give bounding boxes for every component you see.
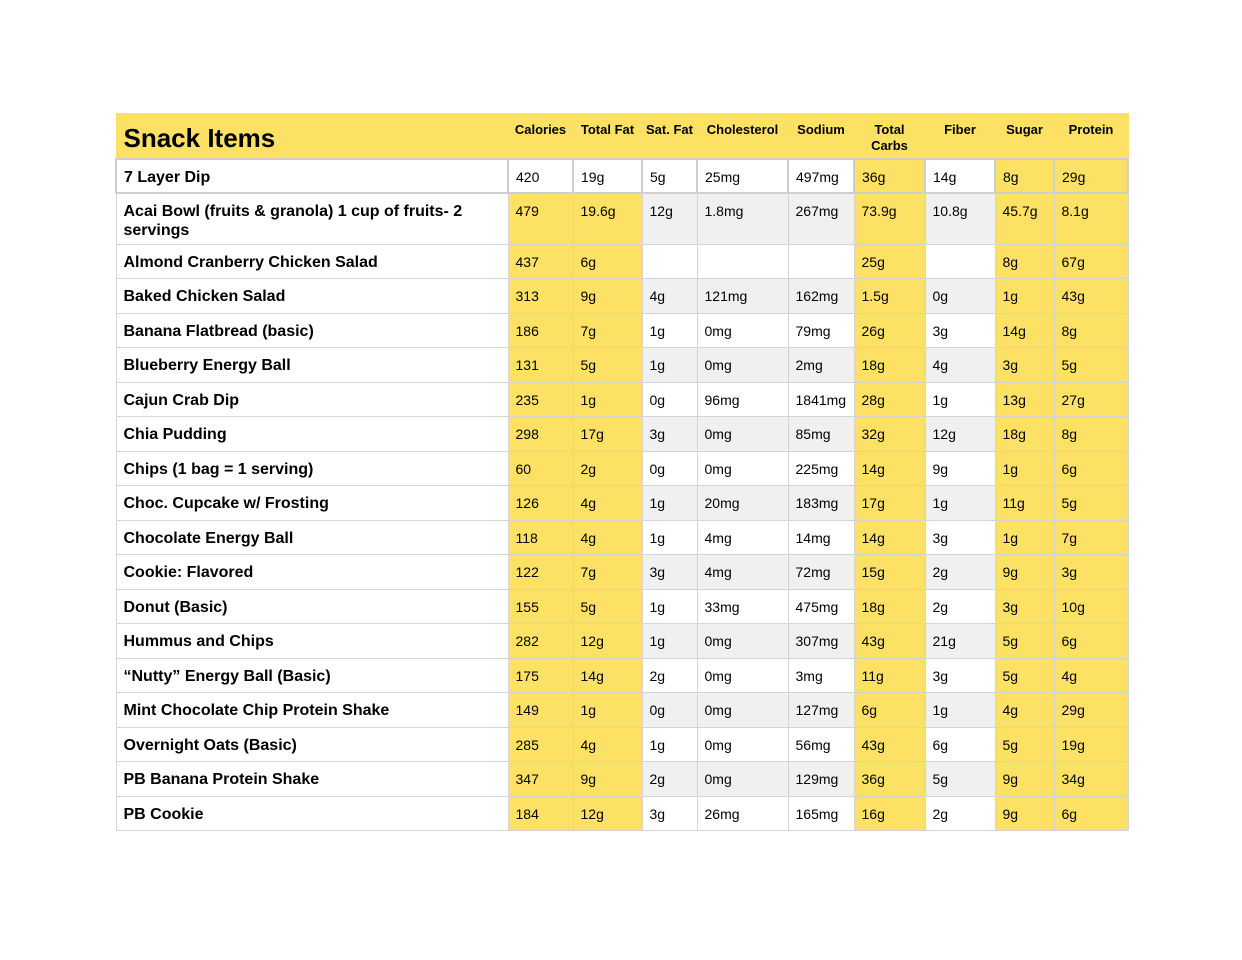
table-row [116, 313, 1128, 348]
cell-sodium: 162mg [788, 279, 854, 314]
cell-sugar: 8g [995, 159, 1054, 194]
cell-cholesterol: 4mg [697, 520, 788, 555]
cell-sodium: 72mg [788, 555, 854, 590]
cell-sugar: 18g [995, 417, 1054, 452]
cell-sodium: 225mg [788, 451, 854, 486]
cell-sugar: 9g [995, 762, 1054, 797]
cell-protein: 8g [1054, 417, 1128, 452]
cell-protein: 4g [1054, 658, 1128, 693]
cell-sat-fat: 0g [642, 451, 697, 486]
cell-sodium: 165mg [788, 796, 854, 831]
cell-total-carbs: 1.5g [854, 279, 925, 314]
cell-sugar: 11g [995, 486, 1054, 521]
cell-sodium: 497mg [788, 159, 854, 194]
cell-calories: 60 [508, 451, 573, 486]
cell-sat-fat: 3g [642, 796, 697, 831]
table-row [116, 589, 1128, 624]
cell-total-fat: 5g [573, 589, 642, 624]
cell-sat-fat: 1g [642, 589, 697, 624]
cell-total-carbs: 18g [854, 348, 925, 383]
cell-cholesterol: 4mg [697, 555, 788, 590]
cell-cholesterol: 0mg [697, 624, 788, 659]
cell-total-carbs: 28g [854, 382, 925, 417]
cell-total-fat: 12g [573, 796, 642, 831]
cell-sat-fat: 4g [642, 279, 697, 314]
cell-calories: 285 [508, 727, 573, 762]
cell-cholesterol: 0mg [697, 658, 788, 693]
cell-sat-fat: 0g [642, 382, 697, 417]
column-header-total-fat: Total Fat [573, 114, 642, 159]
cell-sodium: 85mg [788, 417, 854, 452]
cell-total-fat: 19.6g [573, 193, 642, 244]
cell-sugar: 13g [995, 382, 1054, 417]
column-header-sugar: Sugar [995, 114, 1054, 159]
cell-calories: 131 [508, 348, 573, 383]
cell-total-carbs: 36g [854, 159, 925, 194]
cell-sat-fat: 5g [642, 159, 697, 194]
table-row [116, 727, 1128, 762]
cell-sugar: 8g [995, 244, 1054, 279]
cell-calories: 235 [508, 382, 573, 417]
item-name: PB Cookie [116, 796, 508, 831]
cell-cholesterol: 0mg [697, 313, 788, 348]
cell-fiber: 14g [925, 159, 995, 194]
cell-total-carbs: 15g [854, 555, 925, 590]
item-name: PB Banana Protein Shake [116, 762, 508, 797]
cell-protein: 8g [1054, 313, 1128, 348]
cell-calories: 347 [508, 762, 573, 797]
cell-sodium: 56mg [788, 727, 854, 762]
cell-fiber: 3g [925, 313, 995, 348]
cell-total-carbs: 73.9g [854, 193, 925, 244]
cell-total-carbs: 26g [854, 313, 925, 348]
cell-sodium: 475mg [788, 589, 854, 624]
item-name: Hummus and Chips [116, 624, 508, 659]
cell-sugar: 5g [995, 658, 1054, 693]
cell-fiber: 2g [925, 555, 995, 590]
cell-sodium [788, 244, 854, 279]
cell-total-carbs: 25g [854, 244, 925, 279]
cell-sodium: 183mg [788, 486, 854, 521]
cell-sat-fat: 3g [642, 417, 697, 452]
cell-fiber: 6g [925, 727, 995, 762]
cell-sodium: 3mg [788, 658, 854, 693]
cell-sat-fat: 12g [642, 193, 697, 244]
cell-fiber: 5g [925, 762, 995, 797]
table-row [116, 762, 1128, 797]
column-header-cholesterol: Cholesterol [697, 114, 788, 159]
cell-sugar: 1g [995, 279, 1054, 314]
cell-fiber [925, 244, 995, 279]
item-name: Almond Cranberry Chicken Salad [116, 244, 508, 279]
table-body [116, 159, 1128, 831]
cell-sodium: 79mg [788, 313, 854, 348]
cell-total-fat: 7g [573, 313, 642, 348]
cell-fiber: 9g [925, 451, 995, 486]
cell-protein: 6g [1054, 451, 1128, 486]
cell-total-fat: 17g [573, 417, 642, 452]
cell-protein: 5g [1054, 486, 1128, 521]
cell-sugar: 4g [995, 693, 1054, 728]
table-row [116, 796, 1128, 831]
table-row [116, 520, 1128, 555]
cell-sat-fat: 2g [642, 762, 697, 797]
item-name: Blueberry Energy Ball [116, 348, 508, 383]
cell-fiber: 1g [925, 486, 995, 521]
cell-calories: 479 [508, 193, 573, 244]
cell-total-fat: 4g [573, 727, 642, 762]
item-name: Donut (Basic) [116, 589, 508, 624]
cell-cholesterol: 96mg [697, 382, 788, 417]
cell-cholesterol: 26mg [697, 796, 788, 831]
cell-cholesterol: 121mg [697, 279, 788, 314]
cell-calories: 149 [508, 693, 573, 728]
item-name: Acai Bowl (fruits & granola) 1 cup of fruits- 2 servings [116, 193, 508, 244]
table-row [116, 658, 1128, 693]
cell-total-fat: 2g [573, 451, 642, 486]
cell-cholesterol: 0mg [697, 727, 788, 762]
item-name: Choc. Cupcake w/ Frosting [116, 486, 508, 521]
cell-sodium: 1841mg [788, 382, 854, 417]
item-name: Cookie: Flavored [116, 555, 508, 590]
cell-cholesterol: 0mg [697, 417, 788, 452]
cell-fiber: 2g [925, 796, 995, 831]
cell-sodium: 127mg [788, 693, 854, 728]
table-row [116, 193, 1128, 244]
cell-total-carbs: 36g [854, 762, 925, 797]
cell-fiber: 3g [925, 520, 995, 555]
cell-protein: 7g [1054, 520, 1128, 555]
cell-sat-fat: 1g [642, 313, 697, 348]
cell-total-fat: 7g [573, 555, 642, 590]
cell-total-fat: 12g [573, 624, 642, 659]
item-name: Baked Chicken Salad [116, 279, 508, 314]
cell-protein: 10g [1054, 589, 1128, 624]
cell-protein: 34g [1054, 762, 1128, 797]
cell-calories: 175 [508, 658, 573, 693]
item-name: Chia Pudding [116, 417, 508, 452]
cell-total-carbs: 11g [854, 658, 925, 693]
table-row [116, 159, 1128, 194]
cell-fiber: 1g [925, 382, 995, 417]
cell-sodium: 14mg [788, 520, 854, 555]
cell-total-carbs: 18g [854, 589, 925, 624]
cell-sat-fat: 1g [642, 486, 697, 521]
cell-total-fat: 9g [573, 762, 642, 797]
cell-total-fat: 9g [573, 279, 642, 314]
cell-calories: 420 [508, 159, 573, 194]
column-header-calories: Calories [508, 114, 573, 159]
item-name: “Nutty” Energy Ball (Basic) [116, 658, 508, 693]
cell-sat-fat: 1g [642, 520, 697, 555]
cell-sat-fat: 1g [642, 624, 697, 659]
cell-calories: 437 [508, 244, 573, 279]
cell-total-fat: 1g [573, 382, 642, 417]
table-title: Snack Items [116, 114, 508, 159]
cell-sugar: 9g [995, 555, 1054, 590]
item-name: Mint Chocolate Chip Protein Shake [116, 693, 508, 728]
cell-cholesterol: 0mg [697, 348, 788, 383]
item-name: 7 Layer Dip [116, 159, 508, 194]
cell-total-carbs: 16g [854, 796, 925, 831]
cell-sodium: 307mg [788, 624, 854, 659]
cell-sugar: 3g [995, 348, 1054, 383]
cell-calories: 298 [508, 417, 573, 452]
cell-total-fat: 4g [573, 520, 642, 555]
cell-calories: 184 [508, 796, 573, 831]
cell-total-fat: 6g [573, 244, 642, 279]
cell-calories: 126 [508, 486, 573, 521]
cell-total-carbs: 6g [854, 693, 925, 728]
cell-sat-fat: 2g [642, 658, 697, 693]
cell-sat-fat: 3g [642, 555, 697, 590]
cell-total-fat: 4g [573, 486, 642, 521]
cell-protein: 29g [1054, 693, 1128, 728]
cell-sat-fat [642, 244, 697, 279]
cell-fiber: 10.8g [925, 193, 995, 244]
cell-sugar: 3g [995, 589, 1054, 624]
cell-cholesterol: 33mg [697, 589, 788, 624]
cell-total-fat: 5g [573, 348, 642, 383]
column-header-sat-fat: Sat. Fat [642, 114, 697, 159]
cell-protein: 27g [1054, 382, 1128, 417]
cell-fiber: 4g [925, 348, 995, 383]
cell-total-carbs: 43g [854, 624, 925, 659]
cell-protein: 67g [1054, 244, 1128, 279]
header-row [116, 114, 1128, 159]
cell-total-carbs: 43g [854, 727, 925, 762]
cell-cholesterol: 25mg [697, 159, 788, 194]
table-row [116, 244, 1128, 279]
cell-protein: 3g [1054, 555, 1128, 590]
table-row [116, 693, 1128, 728]
cell-protein: 43g [1054, 279, 1128, 314]
cell-cholesterol: 1.8mg [697, 193, 788, 244]
cell-sugar: 5g [995, 727, 1054, 762]
item-name: Cajun Crab Dip [116, 382, 508, 417]
table-row [116, 555, 1128, 590]
cell-fiber: 21g [925, 624, 995, 659]
item-name: Banana Flatbread (basic) [116, 313, 508, 348]
cell-sugar: 45.7g [995, 193, 1054, 244]
item-name: Chocolate Energy Ball [116, 520, 508, 555]
cell-total-carbs: 32g [854, 417, 925, 452]
cell-sat-fat: 0g [642, 693, 697, 728]
cell-fiber: 12g [925, 417, 995, 452]
cell-cholesterol: 0mg [697, 693, 788, 728]
cell-sugar: 14g [995, 313, 1054, 348]
table-row [116, 486, 1128, 521]
cell-sugar: 1g [995, 451, 1054, 486]
cell-sat-fat: 1g [642, 727, 697, 762]
cell-calories: 186 [508, 313, 573, 348]
cell-total-fat: 1g [573, 693, 642, 728]
cell-total-carbs: 14g [854, 451, 925, 486]
column-header-total-carbs: Total Carbs [854, 114, 925, 159]
cell-protein: 6g [1054, 624, 1128, 659]
cell-total-carbs: 14g [854, 520, 925, 555]
cell-fiber: 1g [925, 693, 995, 728]
item-name: Chips (1 bag = 1 serving) [116, 451, 508, 486]
cell-fiber: 3g [925, 658, 995, 693]
cell-sodium: 129mg [788, 762, 854, 797]
cell-sat-fat: 1g [642, 348, 697, 383]
cell-sugar: 1g [995, 520, 1054, 555]
table-row [116, 451, 1128, 486]
column-header-protein: Protein [1054, 114, 1128, 159]
nutrition-table [115, 113, 1129, 831]
item-name: Overnight Oats (Basic) [116, 727, 508, 762]
cell-calories: 313 [508, 279, 573, 314]
cell-calories: 155 [508, 589, 573, 624]
cell-protein: 8.1g [1054, 193, 1128, 244]
cell-calories: 282 [508, 624, 573, 659]
table-row [116, 348, 1128, 383]
cell-calories: 122 [508, 555, 573, 590]
cell-protein: 19g [1054, 727, 1128, 762]
cell-fiber: 2g [925, 589, 995, 624]
cell-cholesterol: 20mg [697, 486, 788, 521]
cell-cholesterol: 0mg [697, 451, 788, 486]
column-header-sodium: Sodium [788, 114, 854, 159]
table-row [116, 382, 1128, 417]
cell-sodium: 267mg [788, 193, 854, 244]
cell-protein: 29g [1054, 159, 1128, 194]
cell-sugar: 5g [995, 624, 1054, 659]
cell-total-carbs: 17g [854, 486, 925, 521]
cell-fiber: 0g [925, 279, 995, 314]
cell-calories: 118 [508, 520, 573, 555]
cell-total-fat: 19g [573, 159, 642, 194]
column-header-fiber: Fiber [925, 114, 995, 159]
cell-sugar: 9g [995, 796, 1054, 831]
cell-total-fat: 14g [573, 658, 642, 693]
table-row [116, 417, 1128, 452]
table-row [116, 624, 1128, 659]
cell-protein: 5g [1054, 348, 1128, 383]
table-row [116, 279, 1128, 314]
cell-cholesterol [697, 244, 788, 279]
cell-cholesterol: 0mg [697, 762, 788, 797]
cell-sodium: 2mg [788, 348, 854, 383]
cell-protein: 6g [1054, 796, 1128, 831]
